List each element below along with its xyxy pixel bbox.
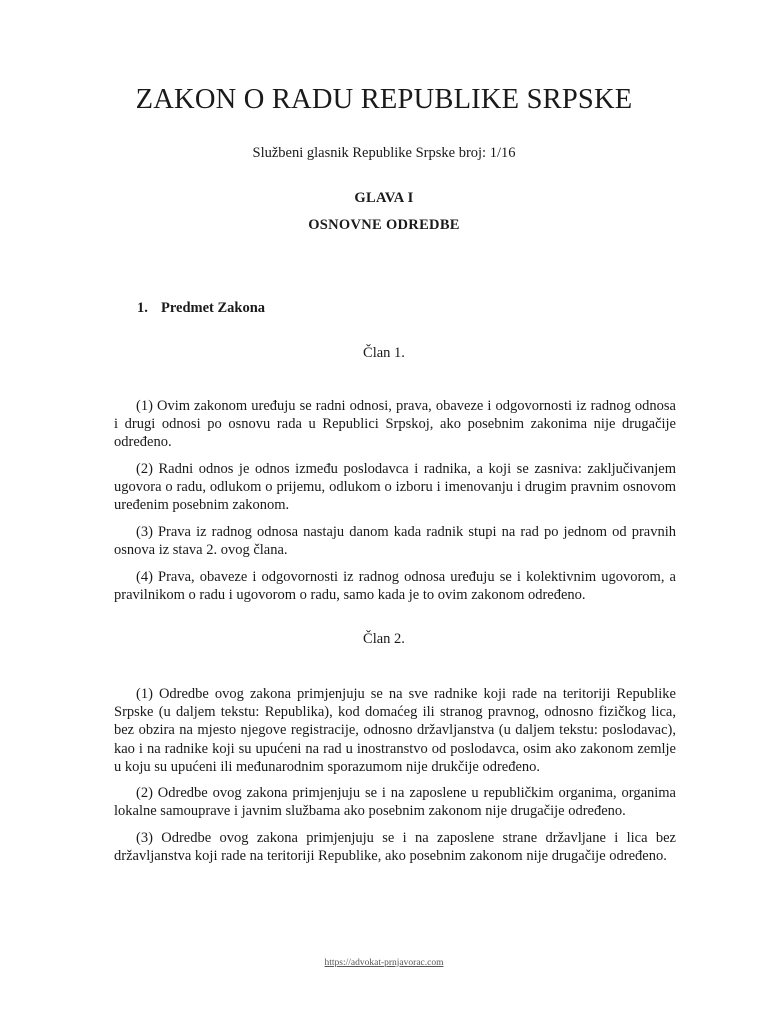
article-1-heading: Član 1.	[363, 345, 405, 361]
section-heading	[137, 300, 265, 317]
article-1-paragraph-4: (4) Prava, obaveze i odgovornosti iz radnog odnosa uređuju se i kolektivnim ugovorom, a pravilnikom o radu i ugovorom o radu, samo kada je to ovim zakonom određeno.	[114, 569, 676, 604]
chapter-title: OSNOVNE ODREDBE	[308, 217, 460, 233]
article-2-paragraph-2: (2) Odredbe ovog zakona primjenjuju se i na zaposlene u republičkim organima, organima lokalne samouprave i javnim službama ako posebnim zakonom nije drugačije određeno.	[114, 785, 676, 820]
law-title: ZAKON O RADU REPUBLIKE SRPSKE	[135, 84, 633, 115]
section-title: Predmet Zakona	[161, 300, 266, 316]
article-1-paragraph-2: (2) Radni odnos je odnos između poslodavca i radnika, a koji se zasniva: zaključivanjem ugovora o radu, odlukom o prijemu, odlukom o izboru i imenovanju i drugim pravnim osnovom uređenim posebnim zakonom.	[114, 461, 676, 514]
article-1-paragraph-3: (3) Prava iz radnog odnosa nastaju danom kada radnik stupi na rad po jednom od pravnih osnova iz stava 2. ovog člana.	[114, 524, 676, 559]
gazette-reference: Službeni glasnik Republike Srpske broj: 1/16	[252, 145, 516, 161]
section-number: 1.	[137, 300, 148, 316]
article-2-paragraph-3: (3) Odredbe ovog zakona primjenjuju se i na zaposlene strane državljane i lica bez državljanstva koji rade na teritoriji Republike, ako posebnim zakonom nije drugačije određeno.	[114, 830, 676, 865]
article-2-heading: Član 2.	[363, 631, 405, 647]
footer-link[interactable]: https://advokat-prnjavorac.com	[324, 958, 444, 968]
article-2-paragraph-1: (1) Odredbe ovog zakona primjenjuju se na sve radnike koji rade na teritoriji Republike Srpske (u daljem tekstu: Republika), kod domaćeg ili stranog pravnog, odnosno fizičkog lica, bez obzira na mjesto njegove registracije, odnosno državljanstva (u daljem tekstu: poslodavac), kao i na radnike koji su upućeni na rad u inostranstvo od poslodavca, osim ako zakonom zemlje u koju su upućeni ili međunarodnim sporazumom nije drukčije određeno.	[114, 686, 676, 775]
chapter-label: GLAVA I	[354, 190, 414, 206]
article-1-paragraph-1: (1) Ovim zakonom uređuju se radni odnosi, prava, obaveze i odgovornosti iz radnog odnosa i drugi odnosi po osnovu rada u Republici Srpskoj, ako posebnim zakonima nije drugačije određeno.	[114, 398, 676, 451]
